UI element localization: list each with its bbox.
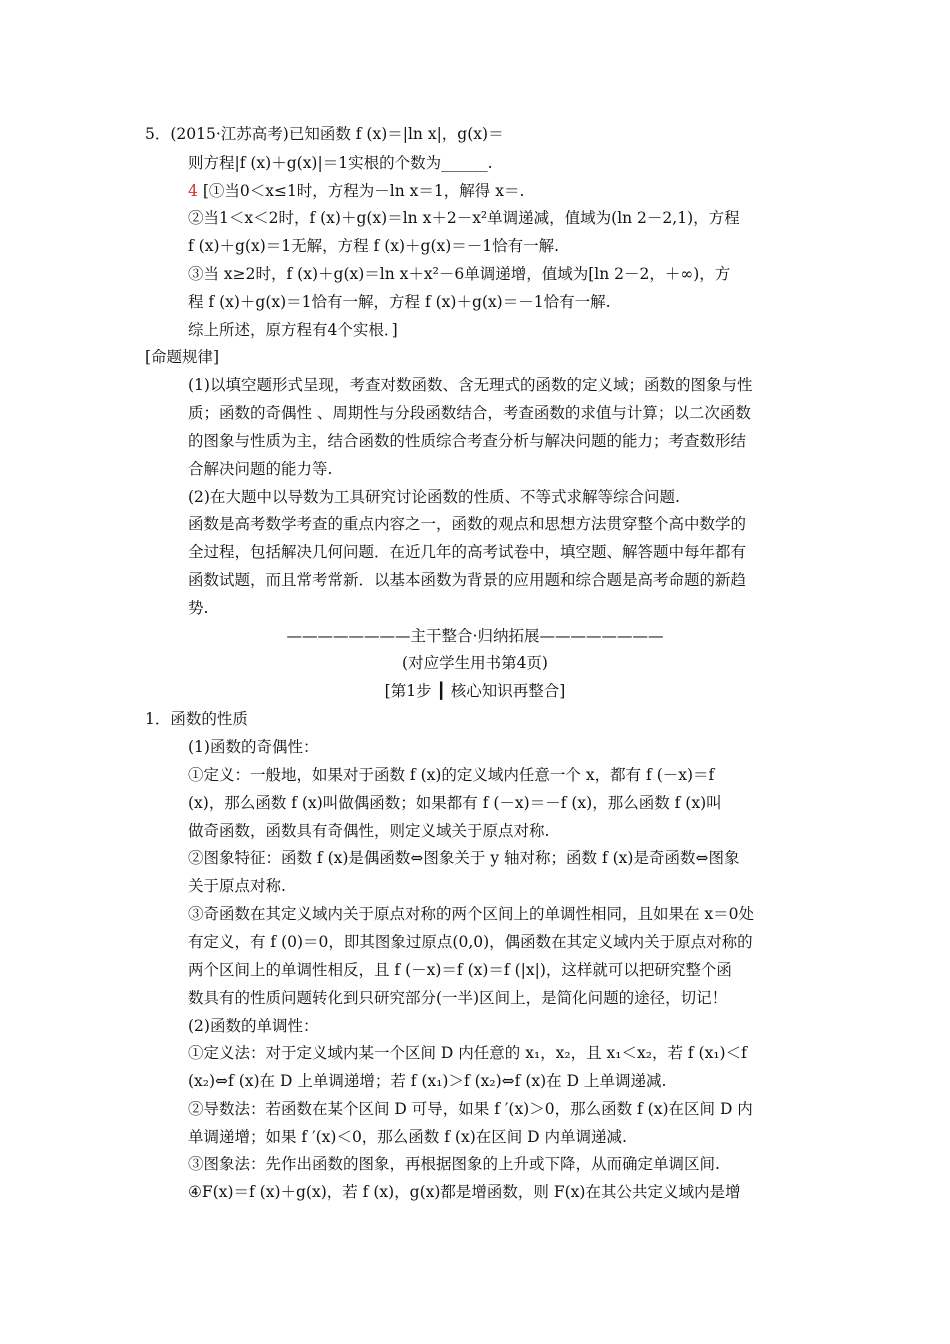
line-text: f (x)＋g(x)＝1无解，方程 f (x)＋g(x)＝－1恰有一解. [188, 237, 560, 255]
line-text: ①定义：一般地，如果对于函数 f (x)的定义域内任意一个 x，都有 f (－x)＝f [188, 766, 715, 784]
line-text: ①定义法：对于定义域内某一个区间 D 内任意的 x₁，x₂，且 x₁＜x₂，若 f (x₁)＜f [188, 1044, 747, 1062]
line-text: ③图象法：先作出函数的图象，再根据图象的上升或下降，从而确定单调区间. [188, 1155, 720, 1173]
line-text: (对应学生用书第4页) [402, 654, 548, 672]
text-line [188, 904, 754, 924]
text-line [188, 1154, 720, 1174]
line-text: (x₂)⇔f (x)在 D 上单调递增；若 f (x₁)＞f (x₂)⇔f (x)在 D 上单调递减. [188, 1072, 667, 1090]
text-line [188, 153, 493, 173]
text-line [188, 876, 286, 896]
text-line [145, 347, 219, 367]
text-line [188, 1099, 753, 1119]
text-line [188, 848, 739, 868]
line-text: 综上所述，原方程有4个实根．] [188, 321, 398, 339]
answer-value: 4 [188, 182, 198, 200]
line-text: 质；函数的奇偶性 、周期性与分段函数结合，考查函数的求值与计算；以二次函数 [188, 404, 751, 422]
line-text: 势. [188, 599, 209, 617]
line-text: [①当0＜x≤1时，方程为－ln x＝1，解得 x＝. [202, 182, 525, 200]
line-text: ③当 x≥2时，f (x)＋g(x)＝ln x＋x²－6单调递增，值域为[ln 2－2，＋∞)，方 [188, 265, 731, 283]
line-text: 5．(2015·江苏高考)已知函数 f (x)＝|ln x|，g(x)＝ [145, 125, 504, 143]
text-line [188, 960, 732, 980]
text-line [188, 765, 714, 785]
text-line [188, 1071, 666, 1091]
line-text: ————————主干整合·归纳拓展———————— [286, 627, 664, 645]
text-line [188, 1182, 740, 1202]
line-text: 合解决问题的能力等. [188, 460, 333, 478]
text-line [188, 570, 746, 590]
text-line [145, 124, 504, 144]
line-text: (2)函数的单调性： [188, 1017, 319, 1035]
line-text: (x)，那么函数 f (x)叫做偶函数；如果都有 f (－x)＝－f (x)，那么函数 f (x)叫 [188, 794, 722, 812]
line-text: ④F(x)＝f (x)＋g(x)，若 f (x)，g(x)都是增函数，则 F(x)在其公共定义域内是增 [188, 1183, 741, 1201]
line-text: [命题规律] [145, 348, 220, 366]
text-line [188, 375, 752, 395]
text-line [188, 320, 398, 340]
text-line [188, 264, 730, 284]
text-line [188, 403, 751, 423]
text-line [145, 709, 248, 729]
text-line [188, 236, 559, 256]
text-line [188, 431, 746, 451]
line-text: (1)以填空题形式呈现，考查对数函数、含无理式的函数的定义域；函数的图象与性 [188, 376, 753, 394]
text-line [188, 821, 549, 841]
text-line [188, 598, 208, 618]
line-text: 单调递增；如果 f ′(x)＜0，那么函数 f (x)在区间 D 内单调递减. [188, 1128, 627, 1146]
line-text: ③奇函数在其定义域内关于原点对称的两个区间上的单调性相同，且如果在 x＝0处 [188, 905, 755, 923]
text-line [188, 793, 722, 813]
line-text: 1．函数的性质 [145, 710, 248, 728]
line-text: ②导数法：若函数在某个区间 D 可导，如果 f ′(x)＞0，那么函数 f (x)在区间 D 内 [188, 1100, 753, 1118]
line-text: 程 f (x)＋g(x)＝1恰有一解，方程 f (x)＋g(x)＝－1恰有一解. [188, 293, 611, 311]
line-text: ②当1＜x＜2时，f (x)＋g(x)＝ln x＋2－x²单调递减，值域为(ln 2－2,1)，方程 [188, 209, 740, 227]
text-line [188, 1127, 627, 1147]
text-line [188, 1043, 747, 1063]
line-text: 关于原点对称. [188, 877, 286, 895]
text-line [188, 208, 740, 228]
text-line [188, 459, 332, 479]
text-line [188, 1016, 318, 1036]
text-line [188, 487, 680, 507]
text-line [188, 292, 611, 312]
line-text: 两个区间上的单调性相反，且 f (－x)＝f (x)＝f (|x|)，这样就可以把研究整个函 [188, 961, 732, 979]
text-line [188, 932, 753, 952]
text-line [188, 542, 746, 562]
text-line [188, 181, 524, 201]
text-line [188, 737, 318, 757]
line-text: 则方程|f (x)＋g(x)|＝1实根的个数为______. [188, 154, 493, 172]
line-text: 的图象与性质为主，结合函数的性质综合考查分析与解决问题的能力；考查数形结 [188, 432, 747, 450]
line-text: 全过程，包括解决几何问题．在近几年的高考试卷中，填空题、解答题中每年都有 [188, 543, 747, 561]
line-text: 做奇函数，函数具有奇偶性，则定义域关于原点对称. [188, 822, 550, 840]
line-text: 有定义，有 f (0)＝0，即其图象过原点(0,0)，偶函数在其定义域内关于原点对称的 [188, 933, 753, 951]
text-line [0, 681, 950, 701]
line-text: (1)函数的奇偶性： [188, 738, 319, 756]
text-line [0, 626, 950, 646]
text-line [0, 653, 950, 673]
line-text: ②图象特征：函数 f (x)是偶函数⇔图象关于 y 轴对称；函数 f (x)是奇函数⇔图象 [188, 849, 740, 867]
text-line [188, 988, 727, 1008]
line-text: 函数试题，而且常考常新．以基本函数为背景的应用题和综合题是高考命题的新趋 [188, 571, 747, 589]
text-line [188, 514, 746, 534]
line-text: (2)在大题中以导数为工具研究讨论函数的性质、不等式求解等综合问题. [188, 488, 680, 506]
line-text: 数具有的性质问题转化到只研究部分(一半)区间上，是简化问题的途径，切记！ [188, 989, 728, 1007]
line-text: [第1步 ┃ 核心知识再整合] [384, 682, 566, 700]
line-text: 函数是高考数学考查的重点内容之一，函数的观点和思想方法贯穿整个高中数学的 [188, 515, 747, 533]
